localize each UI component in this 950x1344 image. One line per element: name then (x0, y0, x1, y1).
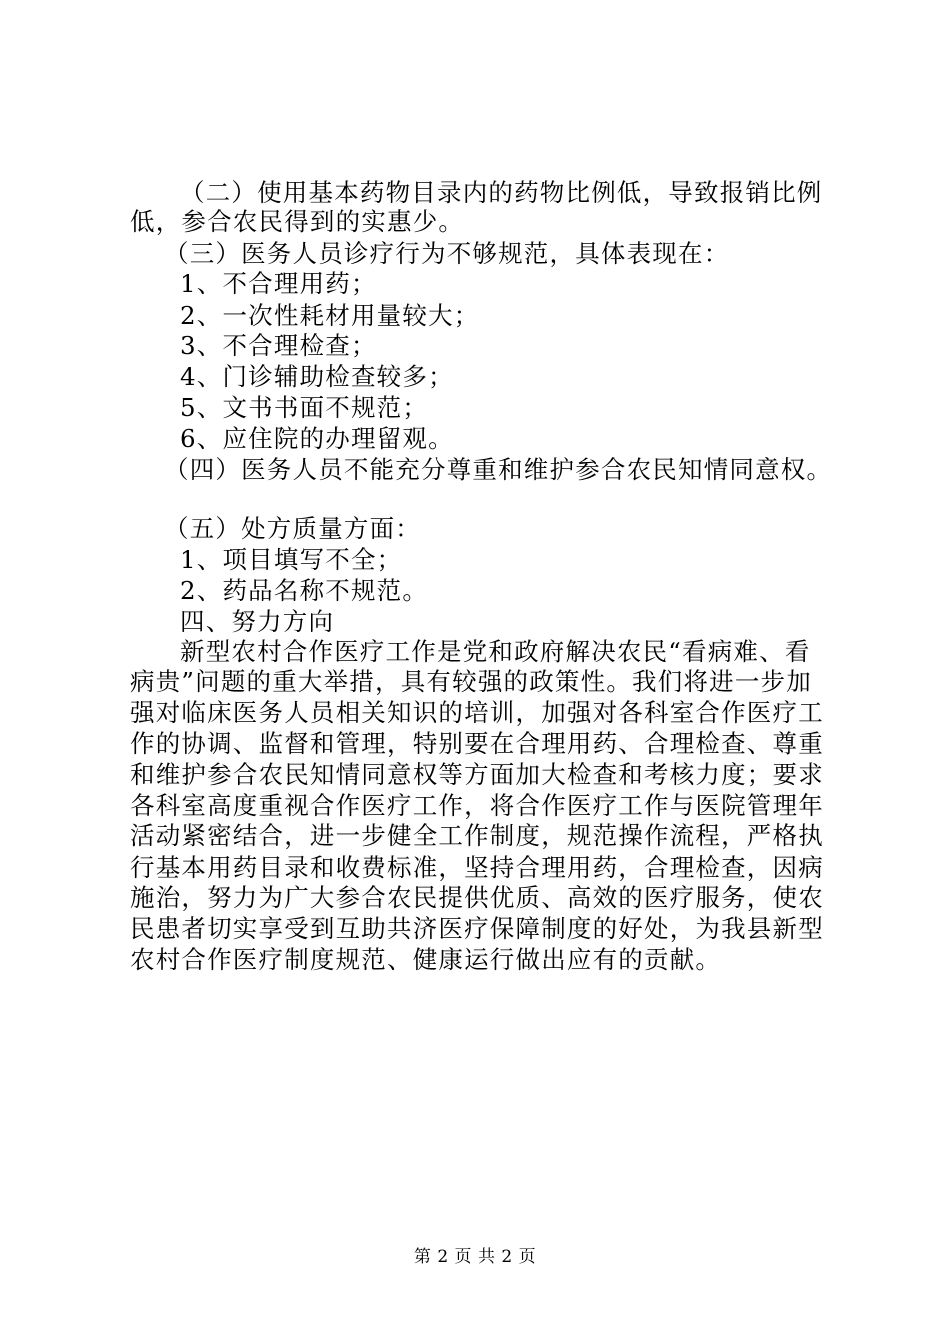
paragraph-line: 和维护参合农民知情同意权等方面加大检查和考核力度；要求 (130, 760, 824, 789)
paragraph-line: 民患者切实享受到互助共济医疗保障制度的好处，为我县新型 (130, 914, 824, 943)
list-item: 2、药品名称不规范。 (180, 576, 429, 605)
paragraph-line: 农村合作医疗制度规范、健康运行做出应有的贡献。 (130, 945, 722, 974)
paragraph-line: （二）使用基本药物目录内的药物比例低，导致报销比例 (180, 178, 823, 207)
paragraph-line: 强对临床医务人员相关知识的培训，加强对各科室合作医疗工 (130, 698, 824, 727)
page-number-footer: 第 2 页 共 2 页 (413, 1247, 537, 1267)
paragraph-line: （四）医务人员不能充分尊重和维护参合农民知情同意权。 (164, 455, 833, 484)
list-item: 3、不合理检查； (180, 331, 377, 360)
section-heading: 四、努力方向 (180, 607, 335, 636)
paragraph-line: 施治，努力为广大参合农民提供优质、高效的医疗服务，使农 (130, 883, 824, 912)
paragraph-line: （五）处方质量方面： (164, 514, 421, 543)
paragraph-line: 新型农村合作医疗工作是党和政府解决农民“看病难、看 (180, 637, 811, 666)
paragraph-line: 行基本用药目录和收费标准，坚持合理用药，合理检查，因病 (130, 853, 824, 882)
paragraph-line: 病贵”问题的重大举措，具有较强的政策性。我们将进一步加 (130, 667, 812, 696)
list-item: 1、项目填写不全； (180, 545, 403, 574)
paragraph-line: （三）医务人员诊疗行为不够规范，具体表现在： (164, 239, 730, 268)
list-item: 1、不合理用药； (180, 269, 377, 298)
paragraph-line: 活动紧密结合，进一步健全工作制度，规范操作流程，严格执 (130, 821, 824, 850)
list-item: 5、文书书面不规范； (180, 393, 429, 422)
paragraph-line: 作的协调、监督和管理，特别要在合理用药、合理检查、尊重 (130, 729, 824, 758)
paragraph-line: 低，参合农民得到的实惠少。 (130, 207, 465, 236)
list-item: 2、一次性耗材用量较大； (180, 301, 480, 330)
list-item: 4、门诊辅助检查较多； (180, 362, 454, 391)
list-item: 6、应住院的办理留观。 (180, 424, 454, 453)
paragraph-line: 各科室高度重视合作医疗工作，将合作医疗工作与医院管理年 (130, 791, 824, 820)
